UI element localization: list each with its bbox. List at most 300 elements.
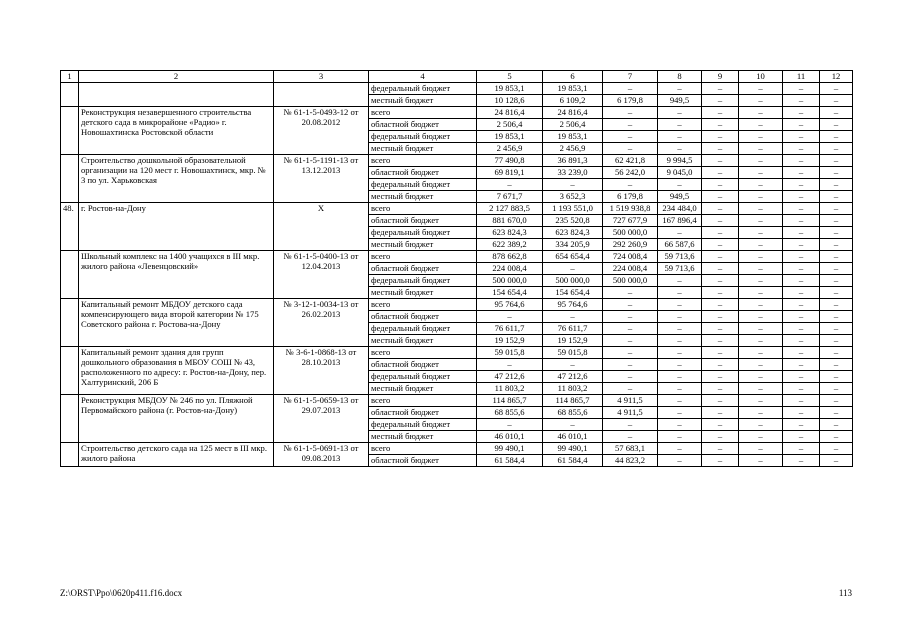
amount-cell: – xyxy=(739,299,783,311)
amount-cell: 292 260,9 xyxy=(603,239,658,251)
object-name: Реконструкция МБДОУ № 246 по ул. Пляжной Первомайского района (г. Ростов-на-Дону) xyxy=(79,395,274,443)
amount-cell: 10 128,6 xyxy=(477,95,543,107)
object-name: г. Ростов-на-Дону xyxy=(79,203,274,251)
amount-cell: – xyxy=(820,311,853,323)
amount-cell: 500 000,0 xyxy=(543,275,603,287)
amount-cell: – xyxy=(658,179,702,191)
budget-source: всего xyxy=(369,395,477,407)
object-name: Капитальный ремонт здания для групп дошкольного образования в МБОУ СОШ № 43, расположенного по адресу: г. Ростов-на-Дону, пер. Халтуринский, 206 Б xyxy=(79,347,274,395)
amount-cell: – xyxy=(702,347,739,359)
amount-cell: – xyxy=(739,347,783,359)
amount-cell: – xyxy=(783,443,820,455)
amount-cell: – xyxy=(783,167,820,179)
amount-cell: 47 212,6 xyxy=(543,371,603,383)
budget-source: областной бюджет xyxy=(369,263,477,275)
budget-source: местный бюджет xyxy=(369,239,477,251)
amount-cell: 61 584,4 xyxy=(477,455,543,467)
amount-cell: – xyxy=(702,323,739,335)
header-cell: 3 xyxy=(274,71,369,83)
amount-cell: – xyxy=(658,347,702,359)
amount-cell: – xyxy=(739,227,783,239)
budget-source: местный бюджет xyxy=(369,191,477,203)
amount-cell: – xyxy=(702,395,739,407)
budget-source: местный бюджет xyxy=(369,287,477,299)
amount-cell: – xyxy=(783,275,820,287)
amount-cell: – xyxy=(820,419,853,431)
budget-source: областной бюджет xyxy=(369,311,477,323)
budget-source: всего xyxy=(369,203,477,215)
header-cell: 12 xyxy=(820,71,853,83)
amount-cell: – xyxy=(603,131,658,143)
amount-cell: – xyxy=(783,215,820,227)
amount-cell: – xyxy=(603,287,658,299)
amount-cell: 235 520,8 xyxy=(543,215,603,227)
amount-cell: – xyxy=(739,443,783,455)
amount-cell: 334 205,9 xyxy=(543,239,603,251)
amount-cell: 500 000,0 xyxy=(603,227,658,239)
amount-cell: – xyxy=(739,275,783,287)
amount-cell: – xyxy=(702,335,739,347)
amount-cell: – xyxy=(739,95,783,107)
amount-cell: – xyxy=(702,131,739,143)
amount-cell: – xyxy=(603,359,658,371)
amount-cell: – xyxy=(702,275,739,287)
amount-cell: – xyxy=(783,323,820,335)
amount-cell: – xyxy=(739,359,783,371)
amount-cell: – xyxy=(543,419,603,431)
amount-cell: – xyxy=(658,359,702,371)
amount-cell: – xyxy=(783,119,820,131)
amount-cell: – xyxy=(603,143,658,155)
amount-cell: – xyxy=(820,251,853,263)
table-row xyxy=(61,347,853,359)
budget-source: областной бюджет xyxy=(369,119,477,131)
amount-cell: 2 506,4 xyxy=(477,119,543,131)
amount-cell: – xyxy=(739,335,783,347)
amount-cell: 1 519 938,8 xyxy=(603,203,658,215)
amount-cell: – xyxy=(702,455,739,467)
object-name: Реконструкция незавершенного строительства детского сада в микрорайоне «Радио» г. Новошахтинска Ростовской области xyxy=(79,107,274,155)
amount-cell: – xyxy=(739,143,783,155)
amount-cell: 224 008,4 xyxy=(603,263,658,275)
table-row xyxy=(61,299,853,311)
amount-cell: 500 000,0 xyxy=(477,275,543,287)
table-row xyxy=(61,83,853,95)
amount-cell: – xyxy=(658,335,702,347)
amount-cell: – xyxy=(783,431,820,443)
document-reference xyxy=(274,83,369,107)
amount-cell: – xyxy=(543,359,603,371)
amount-cell: – xyxy=(603,323,658,335)
amount-cell: – xyxy=(603,419,658,431)
amount-cell: 2 506,4 xyxy=(543,119,603,131)
amount-cell: – xyxy=(477,359,543,371)
amount-cell: – xyxy=(783,455,820,467)
header-cell: 10 xyxy=(739,71,783,83)
amount-cell: 623 824,3 xyxy=(477,227,543,239)
amount-cell: 154 654,4 xyxy=(477,287,543,299)
amount-cell: – xyxy=(658,227,702,239)
item-number: 48. xyxy=(61,203,79,251)
amount-cell: 114 865,7 xyxy=(477,395,543,407)
amount-cell: – xyxy=(702,167,739,179)
amount-cell: – xyxy=(658,131,702,143)
amount-cell: 2 456,9 xyxy=(477,143,543,155)
amount-cell: 46 010,1 xyxy=(477,431,543,443)
amount-cell: 99 490,1 xyxy=(543,443,603,455)
amount-cell: – xyxy=(658,299,702,311)
item-number xyxy=(61,443,79,467)
amount-cell: 36 891,3 xyxy=(543,155,603,167)
amount-cell: – xyxy=(658,371,702,383)
amount-cell: – xyxy=(739,167,783,179)
amount-cell: – xyxy=(820,263,853,275)
amount-cell: 19 152,9 xyxy=(477,335,543,347)
amount-cell: 881 670,0 xyxy=(477,215,543,227)
amount-cell: – xyxy=(783,311,820,323)
amount-cell: – xyxy=(603,179,658,191)
amount-cell: – xyxy=(783,155,820,167)
amount-cell: – xyxy=(820,371,853,383)
amount-cell: – xyxy=(603,383,658,395)
amount-cell: – xyxy=(783,335,820,347)
document-reference: № 61-1-5-0691-13 от 09.08.2013 xyxy=(274,443,369,467)
amount-cell: – xyxy=(820,191,853,203)
document-reference: № 61-1-5-0400-13 от 12.04.2013 xyxy=(274,251,369,299)
amount-cell: – xyxy=(820,383,853,395)
amount-cell: 724 008,4 xyxy=(603,251,658,263)
amount-cell: – xyxy=(820,95,853,107)
amount-cell: – xyxy=(739,287,783,299)
amount-cell: – xyxy=(477,311,543,323)
amount-cell: – xyxy=(820,227,853,239)
document-table-page xyxy=(60,70,852,467)
amount-cell: – xyxy=(658,311,702,323)
amount-cell: – xyxy=(739,383,783,395)
amount-cell: 59 015,8 xyxy=(477,347,543,359)
item-number xyxy=(61,299,79,347)
header-cell: 4 xyxy=(369,71,477,83)
document-reference: № 61-1-5-1191-13 от 13.12.2013 xyxy=(274,155,369,203)
amount-cell: – xyxy=(739,311,783,323)
budget-source: областной бюджет xyxy=(369,455,477,467)
amount-cell: – xyxy=(783,383,820,395)
amount-cell: – xyxy=(739,263,783,275)
amount-cell: – xyxy=(702,359,739,371)
amount-cell: – xyxy=(739,251,783,263)
amount-cell: – xyxy=(658,383,702,395)
budget-source: местный бюджет xyxy=(369,143,477,155)
amount-cell: – xyxy=(820,395,853,407)
amount-cell: – xyxy=(739,155,783,167)
header-cell: 2 xyxy=(79,71,274,83)
budget-table xyxy=(60,70,853,467)
amount-cell: – xyxy=(702,407,739,419)
amount-cell: – xyxy=(603,311,658,323)
amount-cell: – xyxy=(658,395,702,407)
amount-cell: 623 824,3 xyxy=(543,227,603,239)
amount-cell: 6 179,8 xyxy=(603,95,658,107)
amount-cell: – xyxy=(783,83,820,95)
amount-cell: – xyxy=(783,407,820,419)
amount-cell: 727 677,9 xyxy=(603,215,658,227)
amount-cell: – xyxy=(702,191,739,203)
amount-cell: – xyxy=(739,407,783,419)
amount-cell: – xyxy=(603,347,658,359)
amount-cell: 61 584,4 xyxy=(543,455,603,467)
amount-cell: 69 819,1 xyxy=(477,167,543,179)
budget-source: областной бюджет xyxy=(369,167,477,179)
document-reference: № 3-6-1-0868-13 от 28.10.2013 xyxy=(274,347,369,395)
amount-cell: 77 490,8 xyxy=(477,155,543,167)
amount-cell: – xyxy=(820,443,853,455)
header-cell: 9 xyxy=(702,71,739,83)
budget-source: местный бюджет xyxy=(369,95,477,107)
amount-cell: 114 865,7 xyxy=(543,395,603,407)
amount-cell: – xyxy=(820,203,853,215)
amount-cell: – xyxy=(739,83,783,95)
amount-cell: – xyxy=(702,143,739,155)
budget-source: федеральный бюджет xyxy=(369,179,477,191)
amount-cell: – xyxy=(702,287,739,299)
amount-cell: – xyxy=(820,179,853,191)
amount-cell: – xyxy=(739,119,783,131)
amount-cell: – xyxy=(820,431,853,443)
amount-cell: – xyxy=(783,179,820,191)
amount-cell: 46 010,1 xyxy=(543,431,603,443)
amount-cell: 7 671,7 xyxy=(477,191,543,203)
amount-cell: – xyxy=(658,455,702,467)
amount-cell: – xyxy=(702,215,739,227)
amount-cell: – xyxy=(739,371,783,383)
item-number xyxy=(61,251,79,299)
amount-cell: 19 853,1 xyxy=(477,83,543,95)
header-cell: 8 xyxy=(658,71,702,83)
amount-cell: 6 179,8 xyxy=(603,191,658,203)
amount-cell: 59 713,6 xyxy=(658,251,702,263)
amount-cell: – xyxy=(739,191,783,203)
amount-cell: – xyxy=(820,155,853,167)
amount-cell: – xyxy=(783,359,820,371)
amount-cell: – xyxy=(820,107,853,119)
amount-cell: 19 152,9 xyxy=(543,335,603,347)
amount-cell: – xyxy=(783,347,820,359)
amount-cell: – xyxy=(658,323,702,335)
amount-cell: – xyxy=(658,443,702,455)
file-path: Z:\ORST\Ppo\0620p411.f16.docx xyxy=(60,588,183,598)
item-number xyxy=(61,107,79,155)
budget-source: местный бюджет xyxy=(369,335,477,347)
document-reference: № 3-12-1-0034-13 от 26.02.2013 xyxy=(274,299,369,347)
amount-cell: 4 911,5 xyxy=(603,407,658,419)
budget-source: федеральный бюджет xyxy=(369,371,477,383)
amount-cell: – xyxy=(783,107,820,119)
amount-cell: – xyxy=(658,431,702,443)
amount-cell: – xyxy=(739,239,783,251)
amount-cell: – xyxy=(702,299,739,311)
amount-cell: 2 127 883,5 xyxy=(477,203,543,215)
amount-cell: – xyxy=(702,95,739,107)
amount-cell: – xyxy=(820,83,853,95)
amount-cell: 167 896,4 xyxy=(658,215,702,227)
budget-source: областной бюджет xyxy=(369,215,477,227)
amount-cell: – xyxy=(783,239,820,251)
amount-cell: 68 855,6 xyxy=(477,407,543,419)
amount-cell: 224 008,4 xyxy=(477,263,543,275)
budget-source: федеральный бюджет xyxy=(369,227,477,239)
amount-cell: 19 853,1 xyxy=(477,131,543,143)
amount-cell: 2 456,9 xyxy=(543,143,603,155)
amount-cell: – xyxy=(739,419,783,431)
amount-cell: 654 654,4 xyxy=(543,251,603,263)
amount-cell: – xyxy=(702,311,739,323)
amount-cell: – xyxy=(739,431,783,443)
amount-cell: 95 764,6 xyxy=(477,299,543,311)
budget-source: местный бюджет xyxy=(369,383,477,395)
budget-source: федеральный бюджет xyxy=(369,419,477,431)
amount-cell: – xyxy=(820,347,853,359)
amount-cell: – xyxy=(603,335,658,347)
amount-cell: – xyxy=(702,251,739,263)
header-cell: 1 xyxy=(61,71,79,83)
amount-cell: – xyxy=(783,299,820,311)
amount-cell: – xyxy=(739,395,783,407)
amount-cell: – xyxy=(702,107,739,119)
amount-cell: – xyxy=(820,407,853,419)
amount-cell: 154 654,4 xyxy=(543,287,603,299)
amount-cell: – xyxy=(658,287,702,299)
amount-cell: – xyxy=(783,191,820,203)
header-cell: 11 xyxy=(783,71,820,83)
amount-cell: – xyxy=(702,227,739,239)
budget-source: всего xyxy=(369,107,477,119)
amount-cell: – xyxy=(820,323,853,335)
amount-cell: – xyxy=(783,287,820,299)
amount-cell: – xyxy=(820,131,853,143)
amount-cell: 99 490,1 xyxy=(477,443,543,455)
amount-cell: 59 713,6 xyxy=(658,263,702,275)
amount-cell: – xyxy=(820,335,853,347)
amount-cell: – xyxy=(702,83,739,95)
amount-cell: 11 803,2 xyxy=(477,383,543,395)
amount-cell: – xyxy=(783,251,820,263)
table-row xyxy=(61,395,853,407)
amount-cell: – xyxy=(658,275,702,287)
document-reference: № 61-1-5-0659-13 от 29.07.2013 xyxy=(274,395,369,443)
amount-cell: – xyxy=(543,311,603,323)
item-number xyxy=(61,395,79,443)
item-number xyxy=(61,83,79,107)
amount-cell: 6 109,2 xyxy=(543,95,603,107)
amount-cell: – xyxy=(603,107,658,119)
amount-cell: – xyxy=(820,287,853,299)
header-row xyxy=(61,71,853,83)
amount-cell: – xyxy=(783,203,820,215)
amount-cell: 19 853,1 xyxy=(543,83,603,95)
amount-cell: – xyxy=(820,299,853,311)
amount-cell: – xyxy=(820,167,853,179)
amount-cell: 56 242,0 xyxy=(603,167,658,179)
amount-cell: – xyxy=(739,455,783,467)
amount-cell: – xyxy=(603,83,658,95)
amount-cell: – xyxy=(702,419,739,431)
amount-cell: 95 764,6 xyxy=(543,299,603,311)
amount-cell: – xyxy=(702,443,739,455)
amount-cell: 44 823,2 xyxy=(603,455,658,467)
page-number: 113 xyxy=(838,588,852,598)
amount-cell: – xyxy=(603,119,658,131)
object-name: Строительство детского сада на 125 мест в III мкр. жилого района xyxy=(79,443,274,467)
amount-cell: 66 587,6 xyxy=(658,239,702,251)
budget-source: федеральный бюджет xyxy=(369,323,477,335)
amount-cell: – xyxy=(543,263,603,275)
table-row xyxy=(61,443,853,455)
amount-cell: – xyxy=(702,263,739,275)
table-row xyxy=(61,107,853,119)
object-name: Школьный комплекс на 1400 учащихся в III мкр. жилого района «Левенцовский» xyxy=(79,251,274,299)
amount-cell: – xyxy=(702,179,739,191)
amount-cell: – xyxy=(658,107,702,119)
object-name: Строительство дошкольной образовательной организации на 120 мест г. Новошахтинск, мкр. № 3 по ул. Харьковская xyxy=(79,155,274,203)
amount-cell: – xyxy=(820,359,853,371)
amount-cell: – xyxy=(739,215,783,227)
budget-source: всего xyxy=(369,347,477,359)
amount-cell: 4 911,5 xyxy=(603,395,658,407)
amount-cell: 622 389,2 xyxy=(477,239,543,251)
amount-cell: – xyxy=(477,179,543,191)
amount-cell: 234 484,0 xyxy=(658,203,702,215)
amount-cell: – xyxy=(739,179,783,191)
item-number xyxy=(61,155,79,203)
item-number xyxy=(61,347,79,395)
header-cell: 7 xyxy=(603,71,658,83)
amount-cell: 57 683,1 xyxy=(603,443,658,455)
amount-cell: 47 212,6 xyxy=(477,371,543,383)
amount-cell: 949,5 xyxy=(658,95,702,107)
amount-cell: 24 816,4 xyxy=(543,107,603,119)
table-row xyxy=(61,251,853,263)
amount-cell: 76 611,7 xyxy=(477,323,543,335)
amount-cell: 9 994,5 xyxy=(658,155,702,167)
budget-source: местный бюджет xyxy=(369,431,477,443)
amount-cell: 24 816,4 xyxy=(477,107,543,119)
amount-cell: 11 803,2 xyxy=(543,383,603,395)
amount-cell: – xyxy=(783,143,820,155)
amount-cell: – xyxy=(543,179,603,191)
amount-cell: – xyxy=(603,299,658,311)
amount-cell: – xyxy=(477,419,543,431)
amount-cell: 59 015,8 xyxy=(543,347,603,359)
amount-cell: – xyxy=(820,455,853,467)
amount-cell: – xyxy=(783,131,820,143)
amount-cell: 76 611,7 xyxy=(543,323,603,335)
amount-cell: – xyxy=(783,227,820,239)
amount-cell: 878 662,8 xyxy=(477,251,543,263)
amount-cell: 3 652,3 xyxy=(543,191,603,203)
amount-cell: – xyxy=(702,203,739,215)
budget-source: всего xyxy=(369,251,477,263)
budget-source: федеральный бюджет xyxy=(369,83,477,95)
amount-cell: – xyxy=(820,275,853,287)
amount-cell: – xyxy=(783,371,820,383)
amount-cell: 1 193 551,0 xyxy=(543,203,603,215)
amount-cell: – xyxy=(702,383,739,395)
amount-cell: – xyxy=(820,239,853,251)
amount-cell: – xyxy=(702,119,739,131)
budget-source: всего xyxy=(369,443,477,455)
amount-cell: – xyxy=(658,407,702,419)
amount-cell: – xyxy=(658,83,702,95)
